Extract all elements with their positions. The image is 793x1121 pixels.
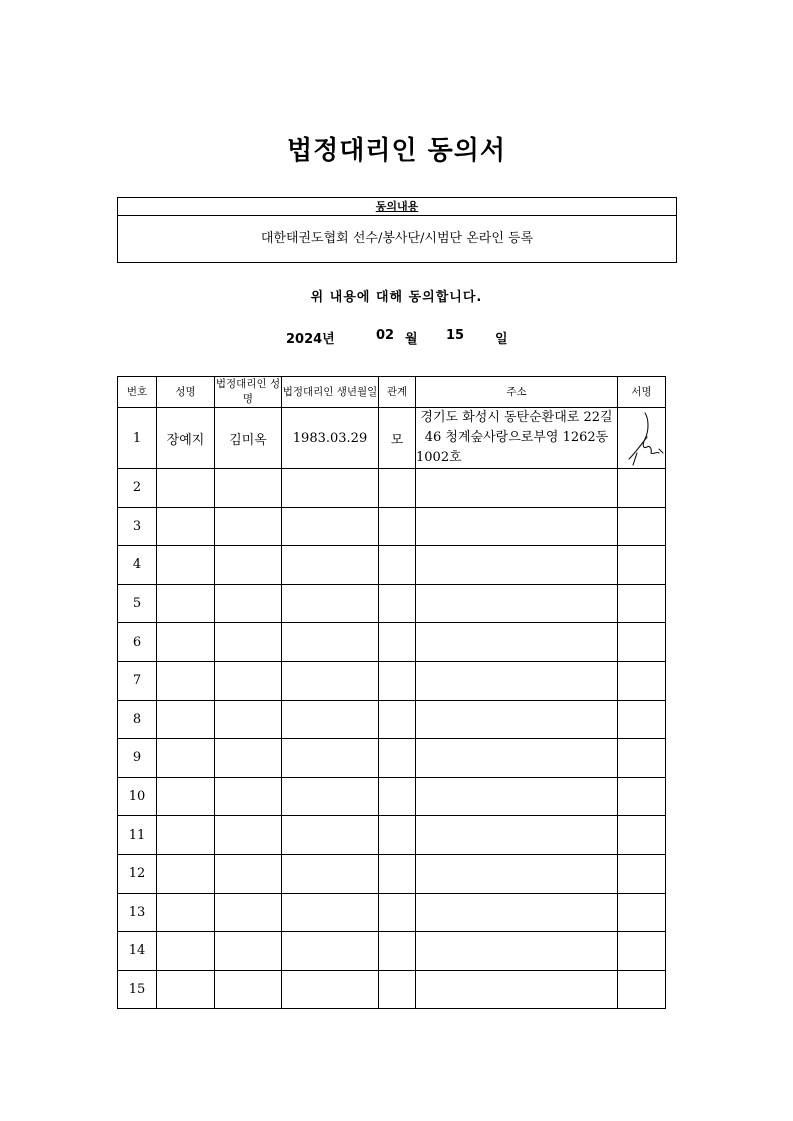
cell-name xyxy=(157,661,215,700)
agreement-statement: 위 내용에 대해 동의합니다. xyxy=(310,290,483,305)
cell-no: 2 xyxy=(118,469,157,508)
table-header-row xyxy=(118,377,666,408)
cell-guardian-name xyxy=(215,777,282,816)
cell-guardian-birth xyxy=(282,816,379,855)
header-signature: 서명 xyxy=(618,377,666,408)
cell-signature xyxy=(618,661,666,700)
date-month: 02 xyxy=(376,328,395,343)
table-row xyxy=(118,623,666,662)
cell-address xyxy=(416,970,618,1009)
header-no: 번호 xyxy=(118,377,157,408)
cell-name xyxy=(157,623,215,662)
cell-no: 5 xyxy=(118,584,157,623)
cell-no: 13 xyxy=(118,893,157,932)
cell-name xyxy=(157,777,215,816)
cell-signature xyxy=(618,854,666,893)
cell-name xyxy=(157,893,215,932)
cell-signature xyxy=(618,932,666,971)
cell-address xyxy=(416,469,618,508)
cell-signature xyxy=(618,507,666,546)
cell-relation xyxy=(379,970,416,1009)
cell-signature xyxy=(618,546,666,585)
cell-guardian-birth xyxy=(282,854,379,893)
header-name: 성명 xyxy=(157,377,215,408)
header-relation: 관계 xyxy=(379,377,416,408)
cell-guardian-name xyxy=(215,700,282,739)
table-row xyxy=(118,893,666,932)
header-guardian-birth: 법정대리인 생년월일 xyxy=(282,377,379,408)
table-row xyxy=(118,408,666,469)
cell-address xyxy=(416,507,618,546)
cell-no: 9 xyxy=(118,739,157,778)
cell-relation xyxy=(379,893,416,932)
cell-relation xyxy=(379,623,416,662)
consent-header xyxy=(118,198,676,216)
handwritten-signature xyxy=(619,409,665,467)
cell-name xyxy=(157,854,215,893)
cell-address xyxy=(416,854,618,893)
cell-guardian-birth xyxy=(282,932,379,971)
cell-no: 7 xyxy=(118,661,157,700)
cell-guardian-birth xyxy=(282,623,379,662)
cell-no: 10 xyxy=(118,777,157,816)
cell-relation xyxy=(379,546,416,585)
document-title: 법정대리인 동의서 xyxy=(287,136,506,166)
cell-guardian-name: 김미옥 xyxy=(215,408,282,469)
cell-guardian-birth xyxy=(282,584,379,623)
cell-relation xyxy=(379,661,416,700)
consent-header-label: 동의내용 xyxy=(375,200,419,213)
table-row xyxy=(118,854,666,893)
cell-no: 11 xyxy=(118,816,157,855)
table-row xyxy=(118,469,666,508)
cell-address xyxy=(416,661,618,700)
cell-address xyxy=(416,546,618,585)
cell-signature xyxy=(618,469,666,508)
cell-guardian-name xyxy=(215,507,282,546)
cell-no: 3 xyxy=(118,507,157,546)
cell-guardian-birth xyxy=(282,469,379,508)
table-row xyxy=(118,932,666,971)
cell-relation: 모 xyxy=(379,408,416,469)
consent-box xyxy=(117,197,677,263)
cell-signature xyxy=(618,970,666,1009)
cell-no: 12 xyxy=(118,854,157,893)
cell-guardian-name xyxy=(215,970,282,1009)
table-row xyxy=(118,507,666,546)
table-row xyxy=(118,739,666,778)
cell-signature xyxy=(618,700,666,739)
cell-guardian-name xyxy=(215,623,282,662)
table-row xyxy=(118,700,666,739)
table-row xyxy=(118,970,666,1009)
cell-address xyxy=(416,584,618,623)
cell-no: 6 xyxy=(118,623,157,662)
cell-address xyxy=(416,932,618,971)
cell-relation xyxy=(379,700,416,739)
cell-relation xyxy=(379,584,416,623)
date-year: 2024년 xyxy=(286,332,335,347)
cell-signature xyxy=(618,623,666,662)
cell-relation xyxy=(379,507,416,546)
header-guardian-name: 법정대리인 성명 xyxy=(215,377,282,408)
cell-guardian-name xyxy=(215,932,282,971)
cell-name xyxy=(157,739,215,778)
cell-no: 15 xyxy=(118,970,157,1009)
cell-signature xyxy=(618,739,666,778)
cell-name xyxy=(157,469,215,508)
cell-address xyxy=(416,700,618,739)
cell-guardian-birth: 1983.03.29 xyxy=(282,408,379,469)
cell-guardian-name xyxy=(215,584,282,623)
cell-name xyxy=(157,816,215,855)
consent-table xyxy=(117,376,666,1009)
cell-address xyxy=(416,893,618,932)
cell-name xyxy=(157,970,215,1009)
cell-signature xyxy=(618,777,666,816)
cell-guardian-birth xyxy=(282,700,379,739)
cell-guardian-name xyxy=(215,854,282,893)
table-row xyxy=(118,546,666,585)
cell-guardian-birth xyxy=(282,739,379,778)
cell-guardian-birth xyxy=(282,507,379,546)
cell-guardian-name xyxy=(215,816,282,855)
cell-no: 4 xyxy=(118,546,157,585)
cell-name xyxy=(157,584,215,623)
table-row xyxy=(118,584,666,623)
cell-relation xyxy=(379,777,416,816)
cell-guardian-birth xyxy=(282,893,379,932)
cell-guardian-name xyxy=(215,469,282,508)
date-month-unit: 월 xyxy=(405,332,418,347)
cell-relation xyxy=(379,739,416,778)
cell-guardian-name xyxy=(215,546,282,585)
cell-no: 1 xyxy=(118,408,157,469)
cell-guardian-name xyxy=(215,893,282,932)
cell-guardian-birth xyxy=(282,777,379,816)
cell-guardian-name xyxy=(215,661,282,700)
cell-guardian-birth xyxy=(282,661,379,700)
table-row xyxy=(118,777,666,816)
cell-relation xyxy=(379,854,416,893)
cell-name: 장예지 xyxy=(157,408,215,469)
cell-address: 경기도 화성시 동탄순환대로 22길 46 청계숲사랑으로부영 1262동1002호 xyxy=(416,408,618,469)
cell-signature xyxy=(618,893,666,932)
cell-no: 8 xyxy=(118,700,157,739)
cell-signature xyxy=(618,584,666,623)
table-row xyxy=(118,816,666,855)
cell-name xyxy=(157,546,215,585)
cell-relation xyxy=(379,816,416,855)
date-day: 15 xyxy=(446,328,465,343)
cell-address xyxy=(416,739,618,778)
cell-no: 14 xyxy=(118,932,157,971)
cell-name xyxy=(157,507,215,546)
cell-relation xyxy=(379,932,416,971)
table-row xyxy=(118,661,666,700)
cell-guardian-name xyxy=(215,739,282,778)
date-day-unit: 일 xyxy=(495,332,508,347)
cell-name xyxy=(157,700,215,739)
cell-guardian-birth xyxy=(282,970,379,1009)
consent-body: 대한태권도협회 선수/봉사단/시범단 온라인 등록 xyxy=(260,231,534,246)
header-address: 주소 xyxy=(416,377,618,408)
cell-address xyxy=(416,777,618,816)
cell-signature xyxy=(618,408,666,469)
cell-signature xyxy=(618,816,666,855)
cell-guardian-birth xyxy=(282,546,379,585)
cell-address xyxy=(416,816,618,855)
cell-relation xyxy=(379,469,416,508)
cell-address xyxy=(416,623,618,662)
cell-name xyxy=(157,932,215,971)
